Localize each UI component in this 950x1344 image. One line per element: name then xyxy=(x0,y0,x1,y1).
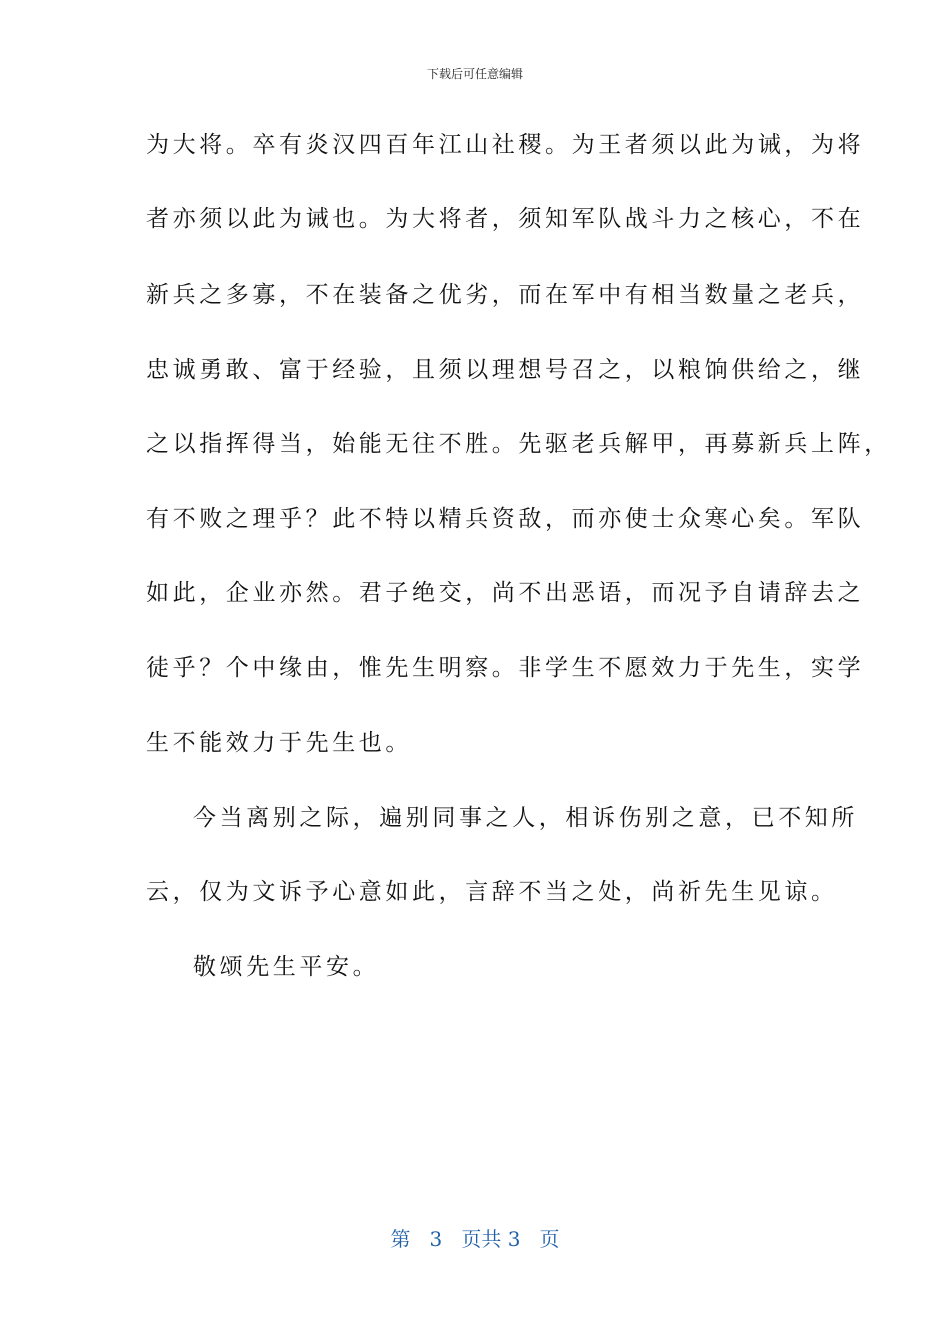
body-line: 之以指挥得当，始能无往不胜。先驱老兵解甲，再募新兵上阵， xyxy=(146,431,891,457)
body-line: 者亦须以此为诫也。为大将者，须知军队战斗力之核心，不在 xyxy=(146,206,865,232)
body-line: 如此，企业亦然。君子绝交，尚不出恶语，而况予自请辞去之 xyxy=(146,580,865,606)
closing-line: 敬颂先生平安。 xyxy=(193,954,380,980)
page-label-suffix: 页 xyxy=(539,1227,560,1251)
header-text: 下载后可任意编辑 xyxy=(426,67,523,81)
page-footer xyxy=(0,1226,950,1252)
body-line: 今当离别之际，遍别同事之人，相诉伤别之意，已不知所 xyxy=(193,805,858,831)
body-line: 忠诚勇敢、富于经验，且须以理想号召之，以粮饷供给之，继 xyxy=(146,357,865,383)
body-line: 新兵之多寡，不在装备之优劣，而在军中有相当数量之老兵， xyxy=(146,282,865,308)
body-line: 云，仅为文诉予心意如此，言辞不当之处，尚祈先生见谅。 xyxy=(146,879,838,905)
page-label-prefix: 第 xyxy=(390,1227,411,1251)
page-header xyxy=(0,66,950,82)
page-label-mid: 页共 xyxy=(461,1227,502,1251)
body-line: 有不败之理乎？此不特以精兵资敌，而亦使士众寒心矣。军队 xyxy=(146,506,865,532)
body-line: 徒乎？个中缘由，惟先生明察。非学生不愿效力于先生，实学 xyxy=(146,655,865,681)
current-page-number: 3 xyxy=(429,1227,443,1251)
body-line: 生不能效力于先生也。 xyxy=(146,730,412,756)
total-pages-number: 3 xyxy=(507,1227,521,1251)
body-line: 为大将。卒有炎汉四百年江山社稷。为王者须以此为诫，为将 xyxy=(146,132,865,158)
